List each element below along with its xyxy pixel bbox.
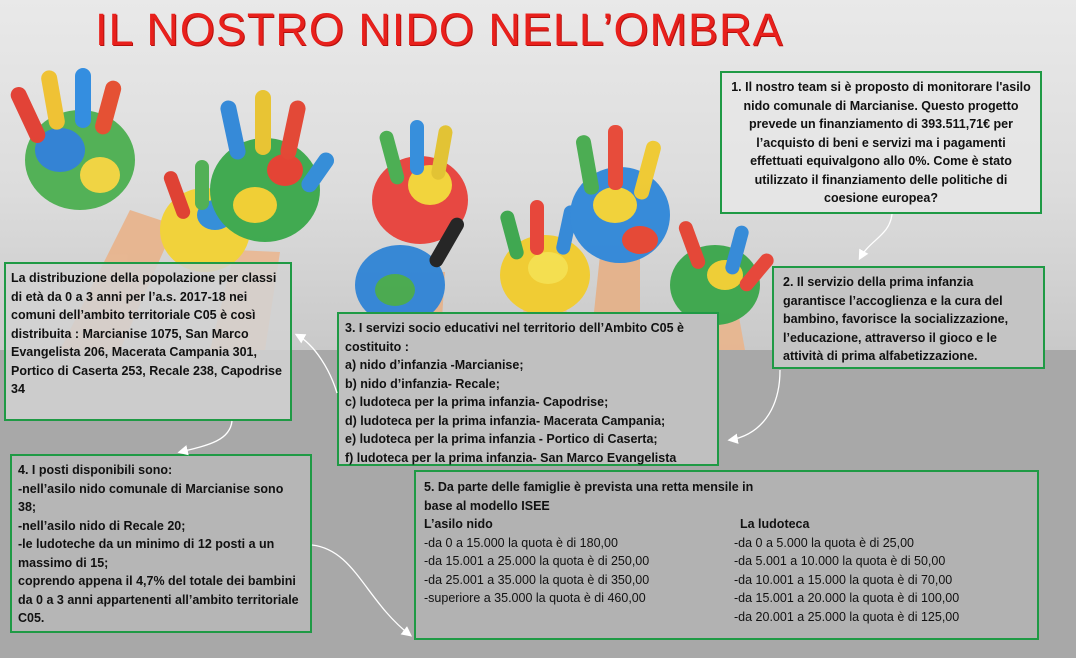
fees-row: -da 10.001 a 15.000 la quota è di 70,00 [734,572,953,587]
places-line: -nell’asilo nido comunale di Marcianise sono 38; [18,481,284,514]
arrow-population-to-4-icon [180,421,232,452]
services-item: b) nido d’infanzia- Recale; [345,376,500,391]
fees-row: -superiore a 35.000 la quota è di 460,00 [424,591,646,605]
info-box-team-goal-text: 1. Il nostro team si è proposto di monitorare l'asilo nido comunale di Marcianise. Questo progetto prevede un finanziamento di 393.511,71€ per l’acquisto di beni e servizi ma i pagamenti effettuati equivalgono allo 0%. Come è stato utilizzato il finanziamento delle politiche di coesione europea? [731,80,1031,205]
places-line: 4. I posti disponibili sono: [18,463,173,477]
places-line: -le ludoteche da un minimo di 12 posti a un massimo di 15; [18,537,275,570]
info-box-population-text: La distribuzione della popolazione per classi di età da 0 a 3 anni per l’a.s. 2017-18 nei comuni dell’ambito territoriale C05 è così distribuita : Marcianise 1075, San Marco Evangelista 206, Macerata Campania 301, Portico di Caserta 253, Recale 238, Capodrise 34 [11,271,282,396]
fees-row: -da 20.001 a 25.000 la quota è di 125,00 [734,609,960,624]
places-line: -nell’asilo nido di Recale 20; [18,518,186,533]
arrow-1-to-2-icon [860,214,892,258]
fees-row: -da 0 a 5.000 la quota è di 25,00 [734,535,915,550]
arrow-3-to-population-icon [297,335,337,393]
fees-intro: 5. Da parte delle famiglie è prevista una retta mensile in base al modello ISEE [424,480,754,513]
info-box-infant-service-text: 2. Il servizio della prima infanzia garantisce l’accoglienza e la cura del bambino, favorisce la socializzazione, l’educazione, attraverso il gioco e le attività di prima alfabetizzazione. [783,275,1009,363]
services-item: e) ludoteca per la prima infanzia - Portico di Caserta; [345,432,658,446]
services-heading: 3. I servizi socio educativi nel territorio dell’Ambito C05 è costituito : [345,321,684,354]
arrow-2-to-3-icon [730,370,780,440]
fees-row: -da 25.001 a 35.000 la quota è di 350,00 [424,572,650,587]
services-item: f) ludoteca per la prima infanzia- San Marco Evangelista [345,450,677,465]
places-line: coprendo appena il 4,7% del totale dei bambini da 0 a 3 anni appartenenti all’ambito territoriale C05. [18,574,299,625]
fees-row: -da 0 a 15.000 la quota è di 180,00 [424,535,618,550]
services-item: d) ludoteca per la prima infanzia- Macerata Campania; [345,413,666,428]
arrow-4-to-5-icon [312,545,410,635]
services-item: c) ludoteca per la prima infanzia- Capodrise; [345,395,609,409]
services-item: a) nido d’infanzia -Marcianise; [345,358,524,372]
fees-column-heading: La ludoteca [740,517,810,531]
fees-row: -da 15.001 a 25.000 la quota è di 250,00 [424,554,650,568]
fees-row: -da 5.001 a 10.000 la quota è di 50,00 [734,554,946,568]
page-title: IL NOSTRO NIDO NELL’OMBRA [95,4,784,55]
fees-row: -da 15.001 a 20.000 la quota è di 100,00 [734,591,960,605]
fees-column-heading: L’asilo nido [424,517,493,531]
